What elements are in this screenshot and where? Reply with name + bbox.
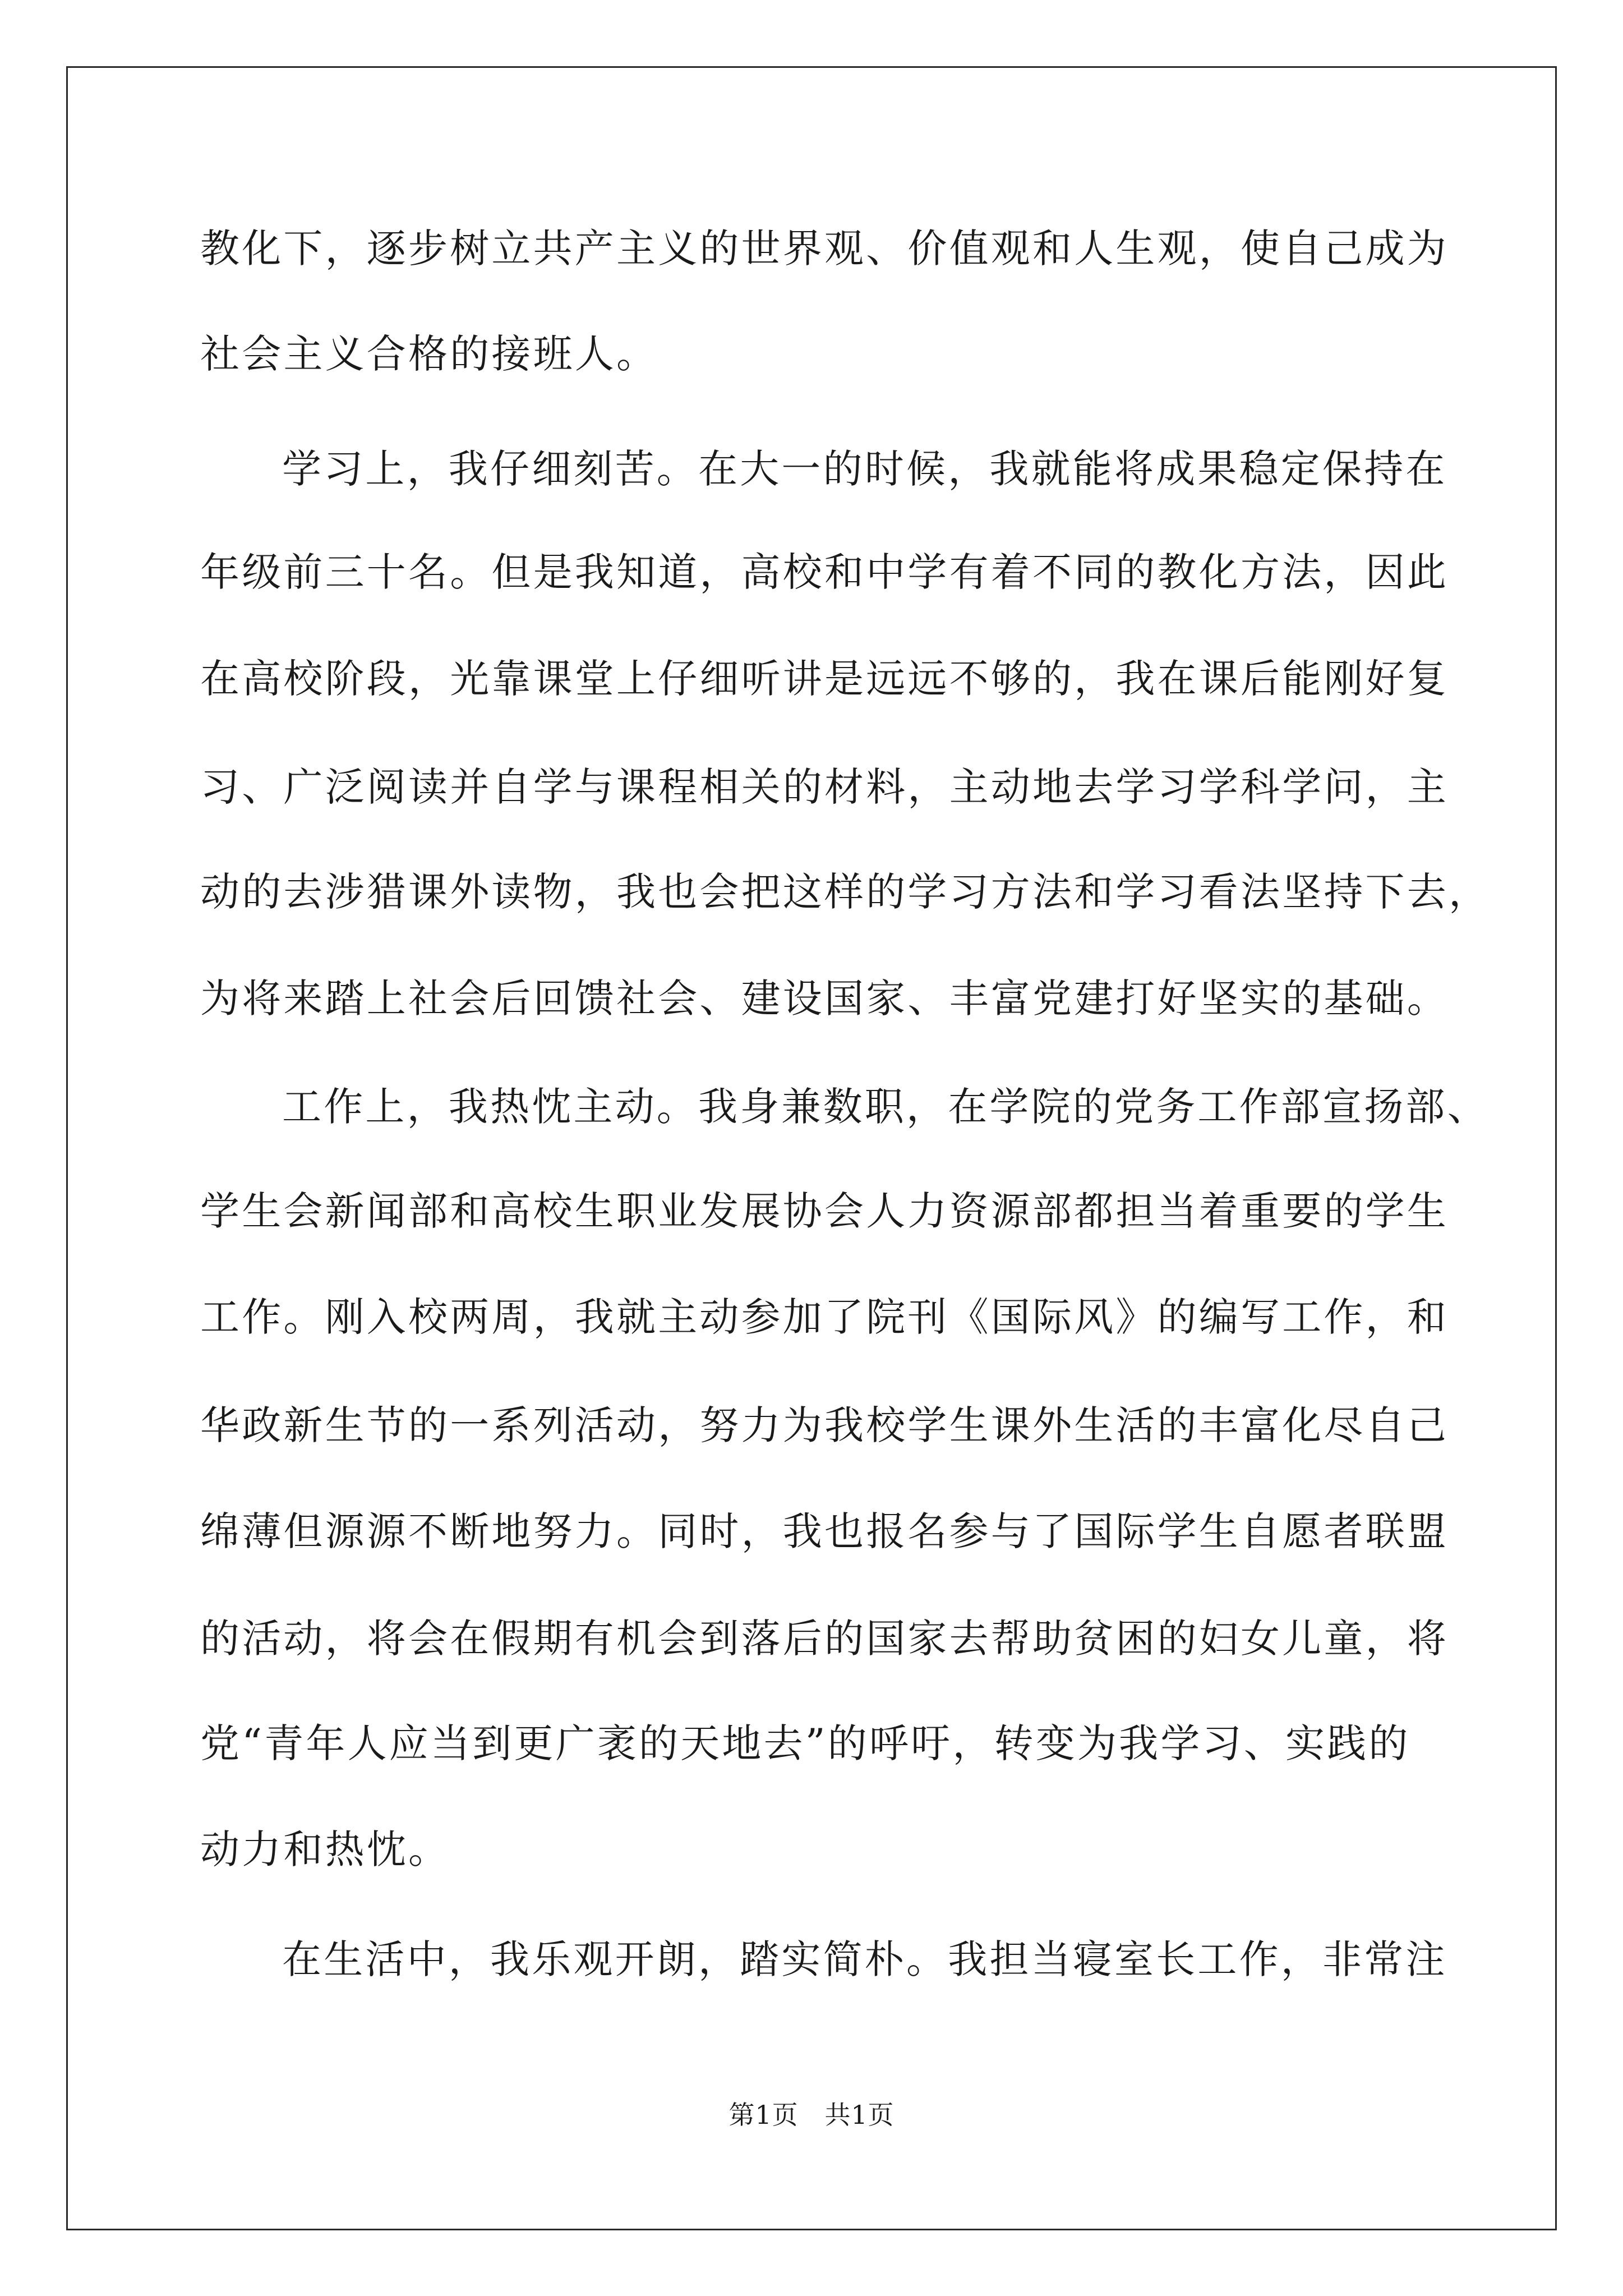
text-line: 华政新生节的一系列活动，努力为我校学生课外生活的丰富化尽自己 xyxy=(200,1402,1449,1448)
text-line: 在高校阶段，光靠课堂上仔细听讲是远远不够的，我在课后能刚好复 xyxy=(200,656,1449,702)
text-line: 动的去涉猎课外读物，我也会把这样的学习方法和学习看法坚持下去， xyxy=(200,869,1491,915)
paragraph-start-line: 学习上，我仔细刻苦。在大一的时候，我就能将成果稳定保持在 xyxy=(282,446,1447,492)
text-line: 为将来踏上社会后回馈社会、建设国家、丰富党建打好坚实的基础。 xyxy=(200,976,1449,1022)
text-line: 动力和热忱。 xyxy=(200,1826,450,1872)
text-line: 党“青年人应当到更广袤的天地去”的呼吁，转变为我学习、实践的 xyxy=(200,1720,1410,1766)
text-line: 社会主义合格的接班人。 xyxy=(200,331,658,377)
text-line: 学生会新闻部和高校生职业发展协会人力资源部都担当着重要的学生 xyxy=(200,1188,1449,1234)
text-line: 教化下，逐步树立共产主义的世界观、价值观和人生观，使自己成为 xyxy=(200,226,1449,272)
text-line: 工作。刚入校两周，我就主动参加了院刊《国际风》的编写工作，和 xyxy=(200,1294,1449,1340)
text-line: 的活动，将会在假期有机会到落后的国家去帮助贫困的妇女儿童，将 xyxy=(200,1616,1449,1662)
text-line: 绵薄但源源不断地努力。同时，我也报名参与了国际学生自愿者联盟 xyxy=(200,1508,1449,1554)
paragraph-start-line: 工作上，我热忱主动。我身兼数职，在学院的党务工作部宣扬部、 xyxy=(282,1084,1489,1130)
page-number-footer: 第1页 共1页 xyxy=(728,2100,895,2130)
paragraph-start-line: 在生活中，我乐观开朗，踏实简朴。我担当寝室长工作，非常注 xyxy=(282,1936,1447,1982)
text-line: 年级前三十名。但是我知道，高校和中学有着不同的教化方法，因此 xyxy=(200,549,1449,595)
page-border xyxy=(66,66,1557,2230)
text-line: 习、广泛阅读并自学与课程相关的材料，主动地去学习学科学问，主 xyxy=(200,764,1449,810)
